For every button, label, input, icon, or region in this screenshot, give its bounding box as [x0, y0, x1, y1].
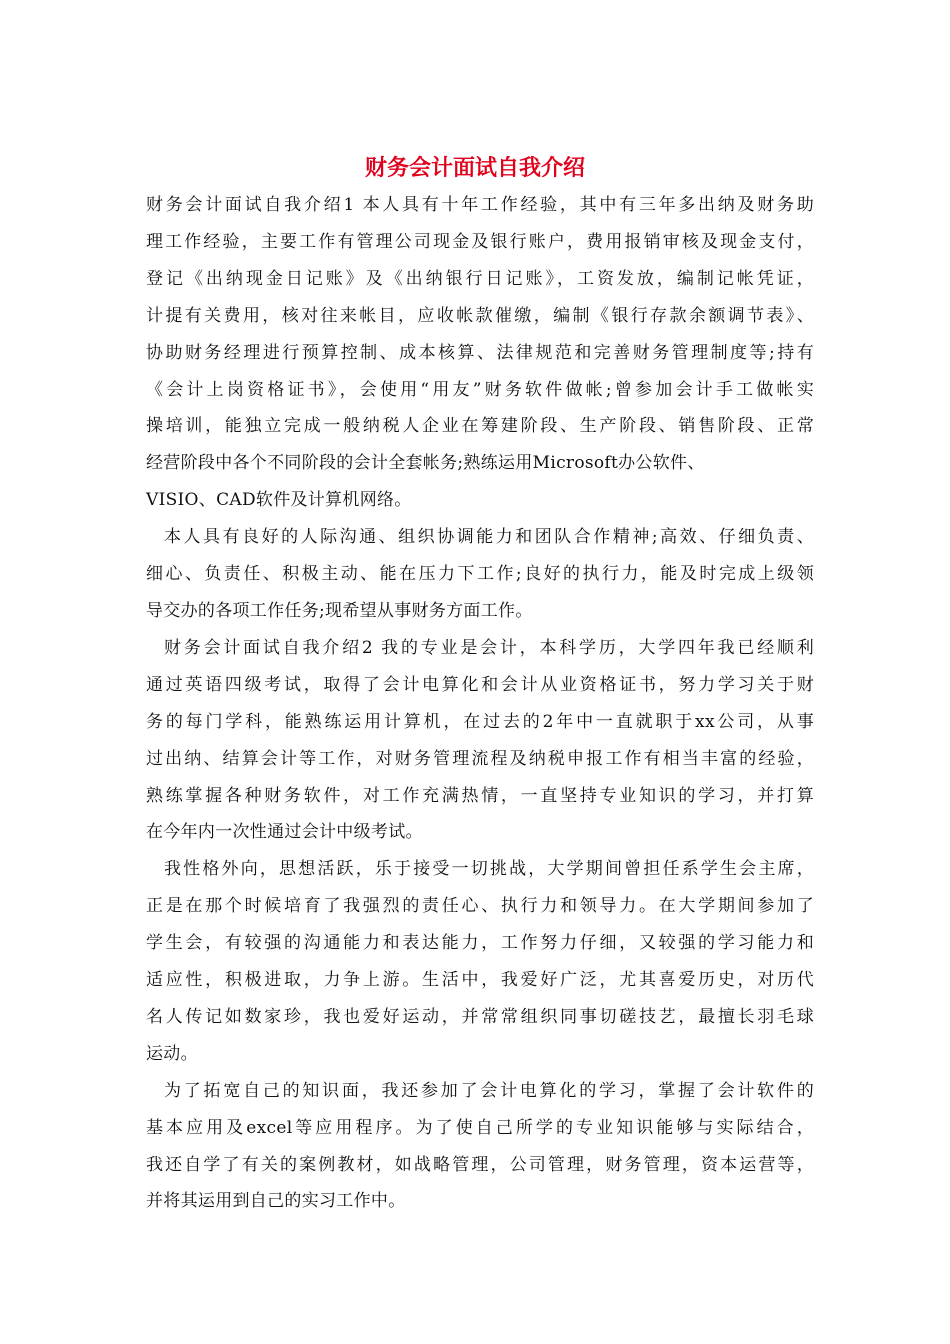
- text-line: 我性格外向，思想活跃，乐于接受一切挑战，大学期间曾担任系学生会主席，: [164, 859, 814, 880]
- text-line: 财务会计面试自我介绍1 本人具有十年工作经验，其中有三年多出纳及财务助: [146, 195, 814, 215]
- text-line: 在今年内一次性通过会计中级考试。: [146, 822, 423, 843]
- text-line: 经营阶段中各个不同阶段的会计全套帐务;熟练运用Microsoft办公软件、: [146, 453, 705, 474]
- text-line: 通过英语四级考试，取得了会计电算化和会计从业资格证书，努力学习关于财: [146, 674, 814, 695]
- text-line: 基本应用及excel等应用程序。为了使自己所学的专业知识能够与实际结合，: [146, 1117, 814, 1138]
- text-line: 理工作经验，主要工作有管理公司现金及银行账户，费用报销审核及现金支付，: [146, 231, 814, 252]
- text-line: 财务会计面试自我介绍2 我的专业是会计，本科学历，大学四年我已经顺利: [164, 637, 814, 658]
- text-line: 操培训，能独立完成一般纳税人企业在筹建阶段、生产阶段、销售阶段、正常: [146, 416, 814, 437]
- text-line: 计提有关费用，核对往来帐目，应收帐款催缴，编制《银行存款余额调节表》、: [146, 305, 814, 326]
- text-line: 学生会，有较强的沟通能力和表达能力，工作努力仔细，又较强的学习能力和: [146, 933, 814, 954]
- text-line: 细心、负责任、积极主动、能在压力下工作;良好的执行力，能及时完成上级领: [146, 564, 814, 585]
- text-line: 务的每门学科，能熟练运用计算机，在过去的2年中一直就职于xx公司，从事: [146, 711, 814, 732]
- paragraph-intro-1: [146, 187, 814, 519]
- text-line: 《会计上岗资格证书》，会使用“用友”财务软件做帐;曾参加会计手工做帐实: [146, 379, 814, 400]
- text-line: 正是在那个时候培育了我强烈的责任心、执行力和领导力。在大学期间参加了: [146, 896, 814, 917]
- document-title: 财务会计面试自我介绍: [364, 155, 585, 181]
- text-line: 协助财务经理进行预算控制、成本核算、法律规范和完善财务管理制度等;持有: [146, 342, 814, 363]
- paragraph-intro-2: [146, 630, 814, 851]
- text-line: VISIO、CAD软件及计算机网络。: [146, 490, 412, 511]
- text-line: 并将其运用到自己的实习工作中。: [146, 1191, 406, 1212]
- paragraph-learning: [146, 1073, 814, 1221]
- text-line: 名人传记如数家珍，我也爱好运动，并常常组织同事切磋技艺，最擅长羽毛球: [146, 1006, 814, 1027]
- text-line: 我还自学了有关的案例教材，如战略管理，公司管理，财务管理，资本运营等，: [146, 1154, 814, 1175]
- paragraph-personality-2: [146, 851, 814, 1072]
- text-line: 为了拓宽自己的知识面，我还参加了会计电算化的学习，掌握了会计软件的: [164, 1080, 814, 1101]
- text-line: 熟练掌握各种财务软件，对工作充满热情，一直坚持专业知识的学习，并打算: [146, 785, 814, 806]
- document-body: [146, 187, 814, 1220]
- text-line: 登记《出纳现金日记账》及《出纳银行日记账》，工资发放，编制记帐凭证，: [146, 268, 814, 289]
- paragraph-personality-1: [146, 519, 814, 630]
- text-line: 导交办的各项工作任务;现希望从事财务方面工作。: [146, 600, 533, 621]
- text-line: 过出纳、结算会计等工作，对财务管理流程及纳税申报工作有相当丰富的经验，: [146, 748, 814, 769]
- text-line: 本人具有良好的人际沟通、组织协调能力和团队合作精神;高效、仔细负责、: [164, 527, 814, 548]
- text-line: 适应性，积极进取，力争上游。生活中，我爱好广泛，尤其喜爱历史，对历代: [146, 970, 814, 991]
- text-line: 运动。: [146, 1043, 198, 1064]
